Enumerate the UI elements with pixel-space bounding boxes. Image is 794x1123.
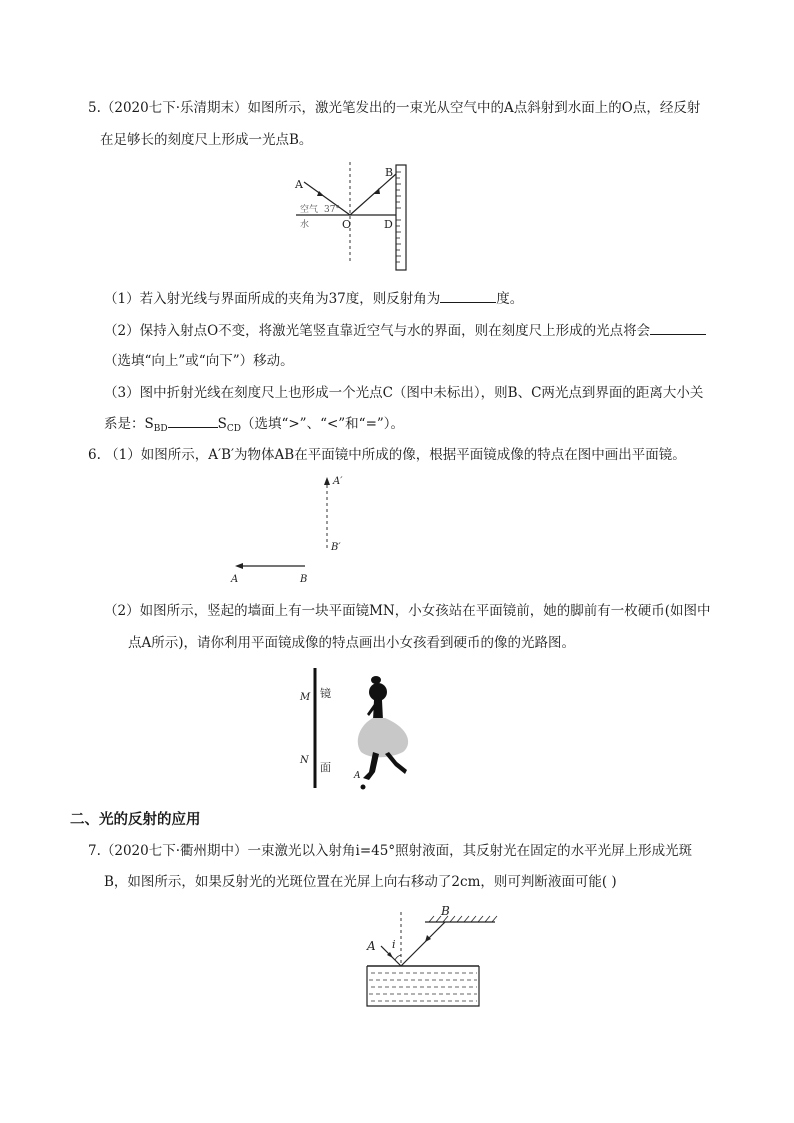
q7-reflected-arrow [425, 935, 431, 942]
q6-label-A-coin: A [354, 771, 361, 781]
q5-label-A: A [295, 178, 303, 191]
q5-stem-line2: 在足够长的刻度尺上形成一光点B。 [100, 132, 313, 148]
q7-label-A: A [367, 939, 376, 953]
q6-object-arrow [235, 563, 243, 569]
q5-stem-line1: 5.（2020七下·乐清期末）如图所示，激光笔发出的一束光从空气中的A点斜射到水面上的O点，经反射 [88, 100, 701, 116]
q5-label-water: 水 [300, 220, 310, 230]
q6-figure2 [295, 660, 425, 795]
q5-part3-blank[interactable] [168, 413, 218, 428]
q5-part3-sub-cd: CD [226, 424, 241, 434]
girl-silhouette-icon [358, 676, 408, 780]
q6-part2-line1: （2）如图所示，竖起的墙面上有一块平面镜MN，小女孩站在平面镜前，她的脚前有一枚硬币(如图中 [104, 603, 711, 619]
q5-reflected-ray [350, 174, 396, 215]
q6-label-mirror2: 面 [320, 761, 331, 774]
q6-part2-line2: 点A所示)，请你利用平面镜成像的特点画出小女孩看到硬币的像的光路图。 [128, 635, 576, 651]
q6-label-M: M [300, 692, 311, 703]
q7-figure [355, 902, 505, 1012]
q7-reflected-ray [401, 922, 445, 966]
q6-figure1 [225, 470, 355, 585]
q5-ruler [396, 165, 406, 270]
q5-part2-line1 [104, 320, 706, 341]
q5-part1 [104, 288, 523, 309]
q6-label-A1: A′ [333, 476, 343, 487]
q6-label-N: N [300, 755, 309, 766]
q5-part1-blank[interactable] [440, 288, 496, 303]
q6-label-mirror1: 镜 [320, 687, 331, 700]
q5-label-D: D [384, 218, 393, 231]
q5-reflected-arrow [374, 188, 380, 194]
q7-line1: 7.（2020七下·衢州期中）一束激光以入射角i=45°照射液面，其反射光在固定的水平光屏上形成光斑 [88, 843, 693, 859]
q5-label-B: B [385, 166, 394, 179]
q5-part2-line2: （选填“向上”或“向下”）移动。 [104, 353, 294, 369]
q5-label-O: O [342, 218, 352, 231]
q5-part3-s: S [217, 416, 227, 432]
q5-part3-line1: （3）图中折射光线在刻度尺上也形成一个光点C（图中未标出），则B、C两光点到界面的距离大小关 [104, 385, 704, 401]
q7-label-i: i [392, 938, 396, 951]
q5-part1-text: （1）若入射光线与界面所成的夹角为37度，则反射角为 [104, 291, 441, 307]
q6-part1: 6. （1）如图所示，A′B′为物体AB在平面镜中所成的像，根据平面镜成像的特点在图中画出平面镜。 [88, 447, 686, 463]
q7-label-B: B [441, 904, 450, 918]
q6-label-B: B [300, 574, 308, 585]
q7-angle-arc [395, 955, 401, 960]
q5-part2-blank[interactable] [650, 320, 706, 335]
q5-part3-after: （选填“>”、“<”和“=”）。 [240, 416, 405, 432]
q7-screen-hatch [429, 916, 497, 922]
q5-figure [290, 160, 420, 275]
q7-line2: B，如图所示，如果反射光的光斑位置在光屏上向右移动了2cm，则可判断液面可能( ) [104, 874, 617, 890]
q5-label-angle: 37° [324, 205, 340, 215]
section-heading: 二、光的反射的应用 [70, 812, 201, 828]
q5-label-air: 空气 [300, 205, 319, 215]
q5-part3-prefix: 系是：S [104, 416, 154, 432]
q5-part1-after: 度。 [496, 291, 524, 307]
q6-label-B1: B′ [331, 542, 341, 553]
q5-part2-text: （2）保持入射点O不变，将激光笔竖直靠近空气与水的界面，则在刻度尺上形成的光点将会 [104, 323, 651, 339]
q6-image-arrow [324, 477, 330, 485]
q6-label-A: A [231, 574, 239, 585]
q7-container [367, 966, 479, 1006]
q5-part3-line2 [104, 413, 404, 439]
q6-coin [361, 785, 366, 790]
q5-part3-sub-bd: BD [153, 424, 168, 434]
q7-liquid-dashes [369, 973, 477, 1001]
